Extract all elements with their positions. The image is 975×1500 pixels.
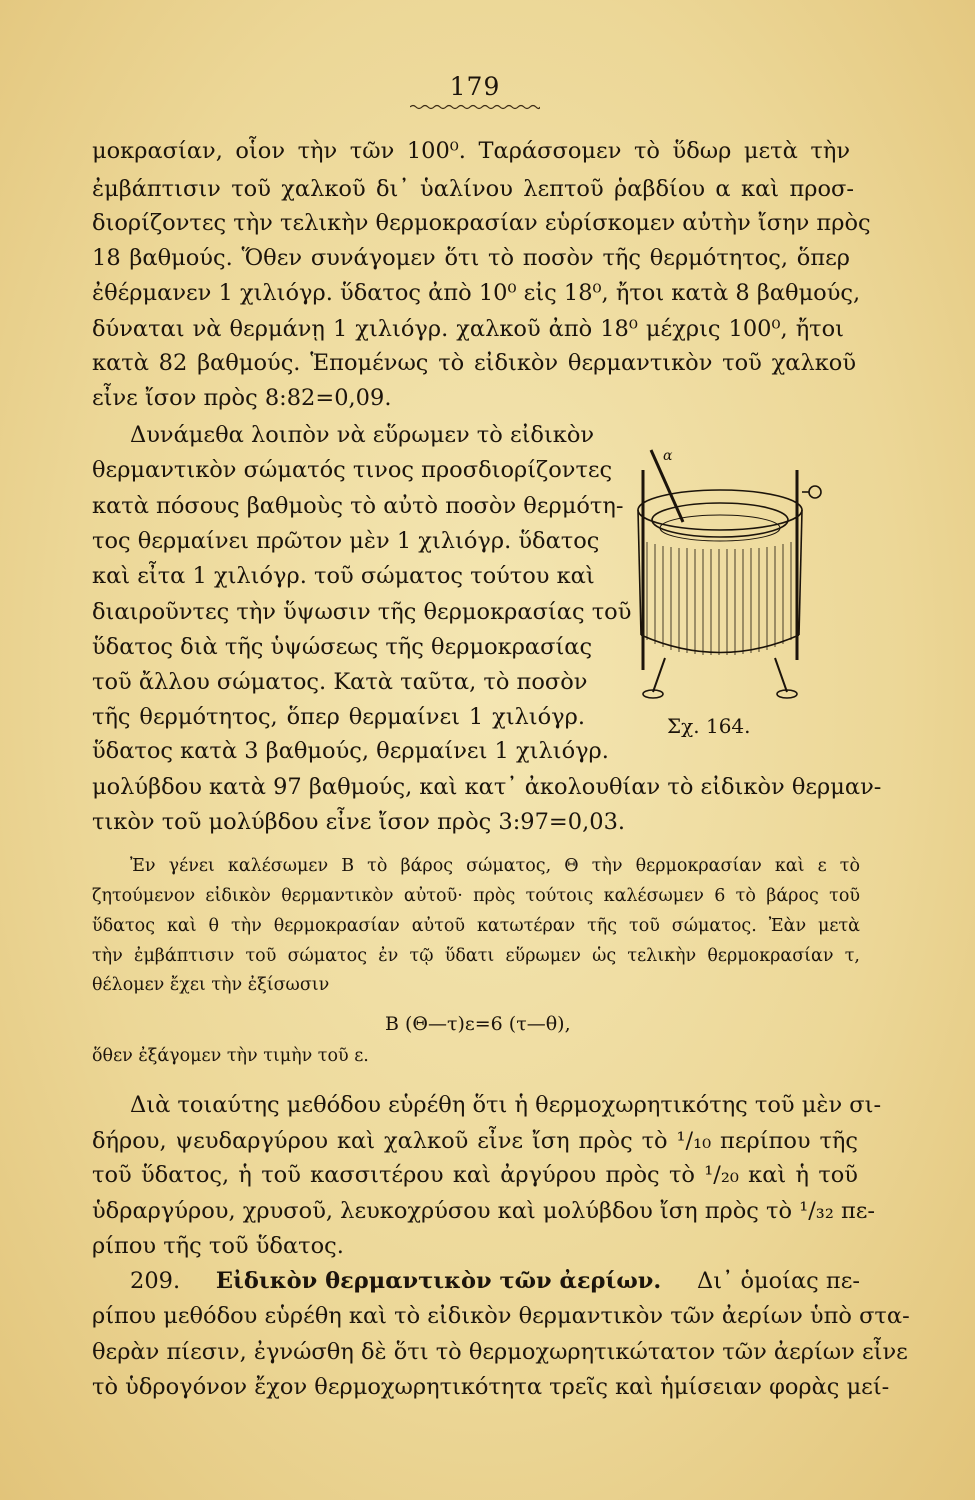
text-line: τοῦ ἄλλου σώματος. Κατὰ ταῦτα, τὸ ποσὸν: [92, 669, 588, 695]
text-line: μολύβδου κατὰ 97 βαθμούς, καὶ κατ᾽ ἀκολουθίαν τὸ εἰδικὸν θερμαν-: [92, 774, 882, 800]
section-number: 209.: [130, 1268, 181, 1294]
text-line: τοῦ ὕδατος, ἡ τοῦ κασσιτέρου καὶ ἀργύρου πρὸς τὸ ¹/₂₀ καὶ ἡ τοῦ: [92, 1162, 858, 1188]
text-line: ἐμβάπτισιν τοῦ χαλκοῦ δι᾽ ὑαλίνου λεπτοῦ ῥαβδίου α καὶ προσ-: [92, 176, 854, 202]
text-line: ὑδραργύρου, χρυσοῦ, λευκοχρύσου καὶ μολύβδου ἴση πρὸς τὸ ¹/₃₂ πε-: [92, 1198, 876, 1224]
figure-label: α: [663, 448, 673, 464]
text-line: τῆς θερμότητος, ὅπερ θερμαίνει 1 χιλιόγρ.: [92, 704, 585, 730]
section-first-line-rest: Δι᾽ ὁμοίας πε-: [696, 1268, 860, 1294]
note-line: τὴν ἐμβάπτισιν τοῦ σώματος ἐν τῷ ὕδατι εὕρωμεν ὡς τελικὴν θερμοκρασίαν τ,: [92, 946, 860, 966]
equation: Β (Θ—τ)ε=6 (τ—θ),: [385, 1013, 571, 1035]
text-line: διαιροῦντες τὴν ὕψωσιν τῆς θερμοκρασίας τοῦ: [92, 599, 632, 625]
text-line: καὶ εἶτα 1 χιλιόγρ. τοῦ σώματος τούτου καὶ: [92, 563, 595, 589]
text-line: ὕδατος κατὰ 3 βαθμούς, θερμαίνει 1 χιλιόγρ.: [92, 738, 609, 764]
section-heading: Εἰδικὸν θερμαντικὸν τῶν ἀερίων.: [215, 1268, 662, 1294]
note-line: Ἐν γένει καλέσωμεν Β τὸ βάρος σώματος, Θ τὴν θερμοκρασίαν καὶ ε τὸ: [130, 856, 860, 876]
note-line: θέλομεν ἔχει τὴν ἐξίσωσιν: [92, 975, 330, 995]
text-line: εἶνε ἴσον πρὸς 8:82=0,09.: [92, 385, 392, 411]
text-line: Δυνάμεθα λοιπὸν νὰ εὕρωμεν τὸ εἰδικὸν: [130, 422, 595, 448]
text-line: μοκρασίαν, οἷον τὴν τῶν 100⁰. Ταράσσομεν τὸ ὕδωρ μετὰ τὴν: [92, 138, 850, 164]
text-line: διορίζοντες τὴν τελικὴν θερμοκρασίαν εὑρίσκομεν αὐτὴν ἴσην πρὸς: [92, 210, 871, 236]
text-line: κατὰ πόσους βαθμοὺς τὸ αὐτὸ ποσὸν θερμότη-: [92, 493, 624, 519]
section-heading-line: [130, 1266, 860, 1296]
page-number-ornament: [410, 104, 540, 110]
text-line: 18 βαθμούς. Ὅθεν συνάγομεν ὅτι τὸ ποσὸν τῆς θερμότητος, ὅπερ: [92, 245, 850, 271]
note-line: ὅθεν ἐξάγομεν τὴν τιμὴν τοῦ ε.: [92, 1046, 369, 1066]
text-line: δήρου, ψευδαργύρου καὶ χαλκοῦ εἶνε ἴση πρὸς τὸ ¹/₁₀ περίπου τῆς: [92, 1128, 858, 1154]
text-line: ἐθέρμανεν 1 χιλιόγρ. ὕδατος ἀπὸ 10⁰ εἰς 18⁰, ἤτοι κατὰ 8 βαθμούς,: [92, 280, 861, 306]
text-line: τικὸν τοῦ μολύβδου εἶνε ἴσον πρὸς 3:97=0,03.: [92, 809, 626, 835]
text-line: ρίπου τῆς τοῦ ὕδατος.: [92, 1233, 344, 1259]
text-line: κατὰ 82 βαθμούς. Ἑπομένως τὸ εἰδικὸν θερμαντικὸν τοῦ χαλκοῦ: [92, 350, 856, 376]
note-line: ὕδατος καὶ θ τὴν θερμοκρασίαν αὐτοῦ κατωτέραν τῆς τοῦ σώματος. Ἐὰν μετὰ: [92, 916, 860, 936]
text-line: τὸ ὑδρογόνον ἔχον θερμοχωρητικότητα τρεῖς καὶ ἡμίσειαν φορὰς μεί-: [92, 1374, 890, 1400]
calorimeter-illustration: [605, 430, 835, 720]
figure-caption: Σχ. 164.: [667, 714, 751, 738]
text-line: δύναται νὰ θερμάνῃ 1 χιλιόγρ. χαλκοῦ ἀπὸ 18⁰ μέχρις 100⁰, ἤτοι: [92, 316, 844, 342]
text-line: ρίπου μεθόδου εὑρέθη καὶ τὸ εἰδικὸν θερμαντικὸν τῶν ἀερίων ὑπὸ στα-: [92, 1303, 910, 1329]
text-line: θερὰν πίεσιν, ἐγνώσθη δὲ ὅτι τὸ θερμοχωρητικώτατον τῶν ἀερίων εἶνε: [92, 1339, 908, 1365]
text-line: ὕδατος διὰ τῆς ὑψώσεως τῆς θερμοκρασίας: [92, 634, 593, 660]
note-line: ζητούμενον εἰδικὸν θερμαντικὸν αὐτοῦ· πρὸς τούτοις καλέσωμεν 6 τὸ βάρος τοῦ: [92, 886, 860, 906]
text-line: Διὰ τοιαύτης μεθόδου εὑρέθη ὅτι ἡ θερμοχωρητικότης τοῦ μὲν σι-: [130, 1092, 882, 1118]
page-number: 179: [449, 72, 501, 101]
text-line: θερμαντικὸν σώματός τινος προσδιορίζοντες: [92, 457, 613, 483]
text-line: τος θερμαίνει πρῶτον μὲν 1 χιλιόγρ. ὕδατος: [92, 528, 600, 554]
